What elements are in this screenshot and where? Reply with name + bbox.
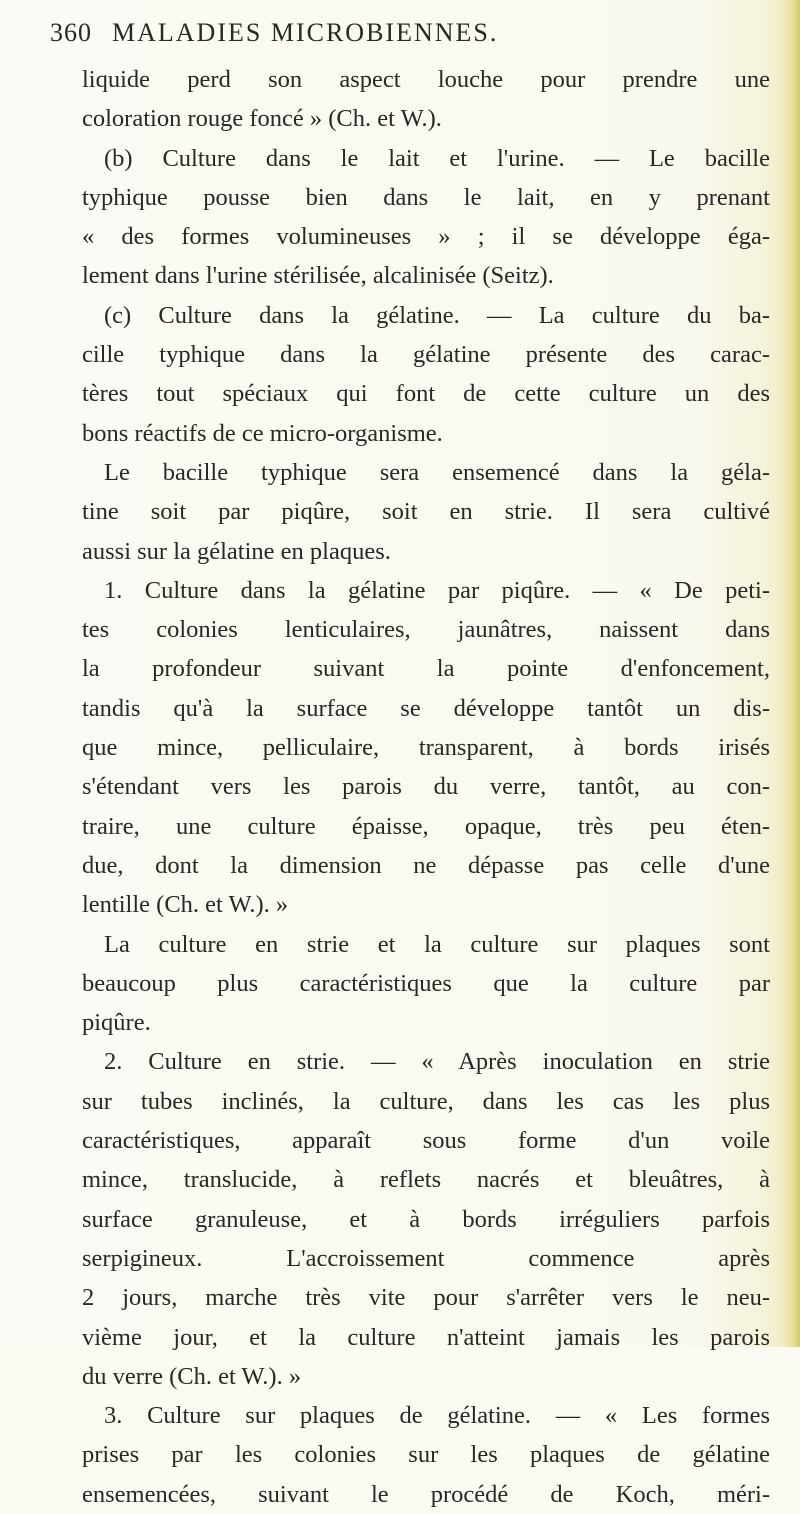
text-line: s'étendant vers les parois du verre, tantôt, au con- (82, 773, 770, 801)
text-line: ensemencées, suivant le procédé de Koch, méri- (82, 1480, 770, 1508)
text-line: tine soit par piqûre, soit en strie. Il sera cultivé (82, 498, 770, 526)
text-line: prises par les colonies sur les plaques de gélatine (82, 1441, 770, 1469)
text-line: bons réactifs de ce micro-organisme. (82, 419, 443, 447)
text-line: liquide perd son aspect louche pour prendre une (82, 66, 770, 93)
page-edge-shadow (782, 0, 800, 1347)
running-title: MALADIES MICROBIENNES. (112, 18, 499, 47)
text-line: typhique pousse bien dans le lait, en y prenant (82, 183, 770, 211)
text-line: la profondeur suivant la pointe d'enfoncement, (82, 655, 770, 683)
text-line: coloration rouge foncé » (Ch. et W.). (82, 105, 442, 133)
text-line: Le bacille typhique sera ensemencé dans la géla- (104, 458, 770, 486)
page-header (50, 10, 750, 50)
text-line: serpigineux. L'accroissement commence après (82, 1244, 770, 1272)
text-line: lentille (Ch. et W.). » (82, 891, 289, 919)
text-line: 2. Culture en strie. — « Après inoculation en strie (104, 1048, 770, 1076)
text-line: que mince, pelliculaire, transparent, à bords irisés (82, 734, 770, 762)
text-line: mince, translucide, à reflets nacrés et bleuâtres, à (82, 1166, 770, 1194)
text-line: tandis qu'à la surface se développe tantôt un dis- (82, 694, 770, 722)
text-line: vième jour, et la culture n'atteint jamais les parois (82, 1323, 770, 1351)
text-line: tes colonies lenticulaires, jaunâtres, naissent dans (82, 616, 770, 644)
text-line: surface granuleuse, et à bords irréguliers parfois (82, 1205, 770, 1233)
text-line: due, dont la dimension ne dépasse pas celle d'une (82, 851, 770, 879)
text-line: 1. Culture dans la gélatine par piqûre. — « De peti- (104, 576, 770, 604)
text-line: sur tubes inclinés, la culture, dans les cas les plus (82, 1087, 770, 1115)
text-line: La culture en strie et la culture sur plaques sont (104, 930, 770, 958)
text-line: du verre (Ch. et W.). » (82, 1362, 302, 1390)
text-line: piqûre. (82, 1009, 151, 1037)
text-line: (b) Culture dans le lait et l'urine. — Le bacille (104, 144, 770, 172)
text-line: caractéristiques, apparaît sous forme d'un voile (82, 1127, 770, 1155)
text-line: tères tout spéciaux qui font de cette culture un des (82, 380, 770, 408)
text-line: lement dans l'urine stérilisée, alcalinisée (Seitz). (82, 262, 554, 290)
text-line: beaucoup plus caractéristiques que la culture par (82, 969, 770, 997)
text-line: 2 jours, marche très vite pour s'arrêter vers le neu- (82, 1284, 770, 1312)
text-line: (c) Culture dans la gélatine. — La culture du ba- (104, 301, 770, 329)
page-number: 360 (50, 18, 92, 47)
text-line: 3. Culture sur plaques de gélatine. — « Les formes (104, 1402, 770, 1430)
text-line: cille typhique dans la gélatine présente des carac- (82, 341, 770, 369)
body-text (82, 60, 770, 1514)
text-line: aussi sur la gélatine en plaques. (82, 537, 391, 565)
text-line: traire, une culture épaisse, opaque, très peu éten- (82, 812, 770, 840)
text-line: « des formes volumineuses » ; il se développe éga- (82, 223, 770, 251)
